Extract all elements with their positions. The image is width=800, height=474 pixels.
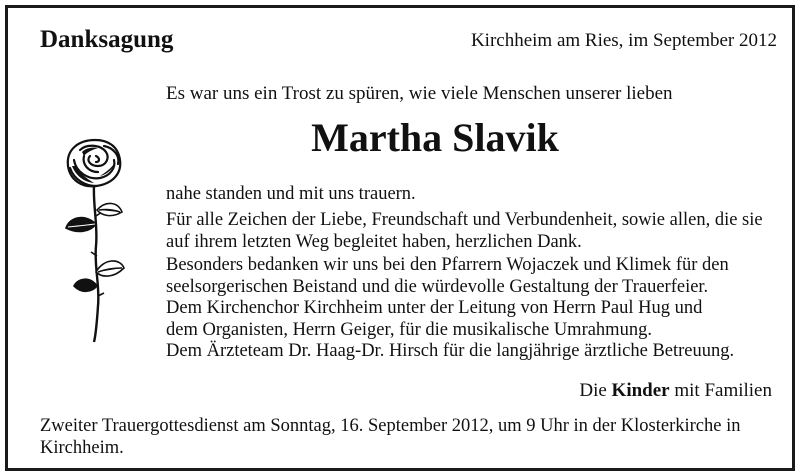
signature-suffix: mit Familien [669,380,772,401]
body-line: Besonders bedanken wir uns bei den Pfarrern Wojaczek und Klimek für den [166,255,729,275]
signature-emphasis: Kinder [611,380,670,401]
body-line: Dem Kirchenchor Kirchheim unter der Leitung von Herrn Paul Hug und [166,298,703,318]
place-date: Kirchheim am Ries, im September 2012 [470,30,777,51]
obituary-card [5,5,795,471]
body-line: dem Organisten, Herrn Geiger, für die musikalische Umrahmung. [166,319,652,340]
signature [579,380,772,402]
heading: Danksagung [40,26,174,53]
body-paragraph-1: nahe standen und mit uns trauern. [166,184,416,204]
intro-line: Es war uns ein Trost zu spüren, wie viele Menschen unserer lieben [166,83,673,104]
body-line: Dem Ärzteteam Dr. Haag-Dr. Hirsch für die langjährige ärztliche Betreuung. [166,341,735,361]
signature-prefix: Die [579,380,612,401]
deceased-name: Martha Slavik [311,115,559,160]
body-paragraph-3 [166,255,781,363]
rose-icon [60,136,130,346]
service-notice: Zweiter Trauergottesdienst am Sonntag, 16. September 2012, um 9 Uhr in der Klosterkirche in Kirchheim. [40,416,741,458]
body-line: seelsorgerischen Beistand und die würdevolle Gestaltung der Trauerfeier. [166,276,709,297]
body-paragraph-2: Für alle Zeichen der Liebe, Freundschaft und Verbundenheit, sowie allen, die sie auf ihrem letzten Weg begleitet haben, herzlichen Dank. [166,210,763,252]
